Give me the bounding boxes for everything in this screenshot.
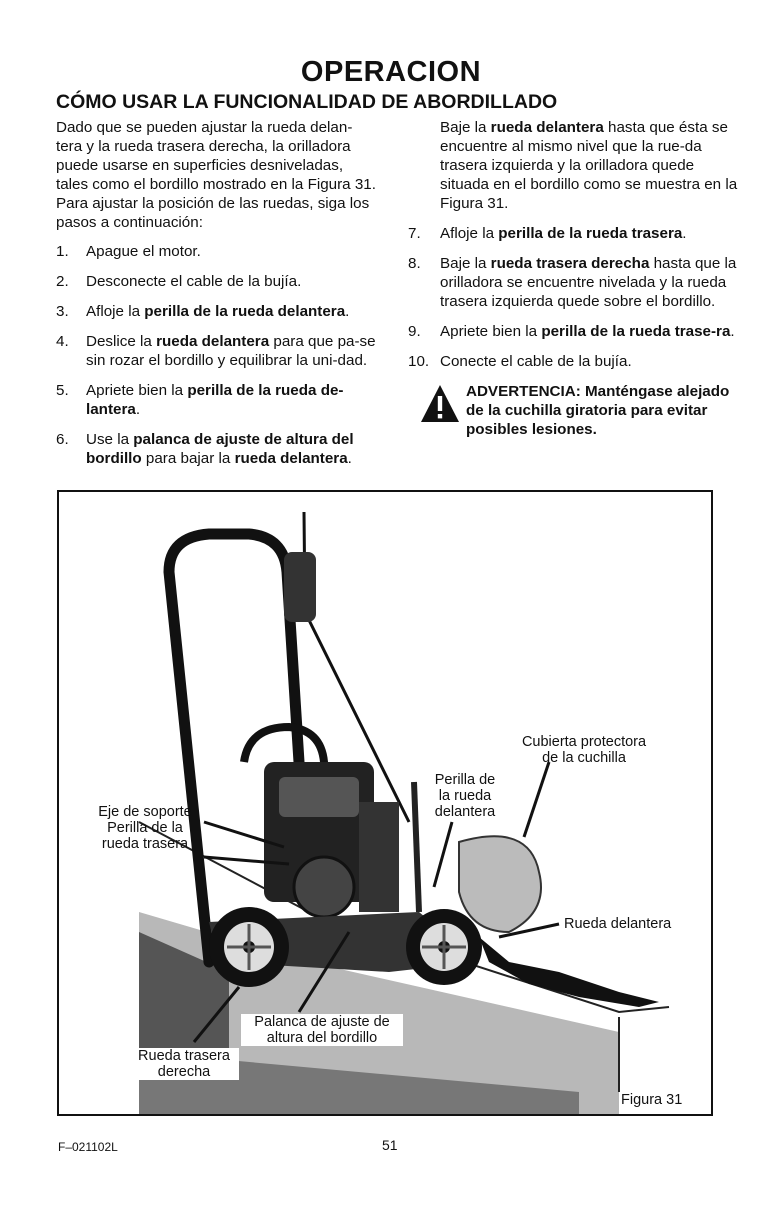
document-code: F–021102L — [58, 1140, 118, 1154]
figure-caption: Figura 31 — [621, 1092, 683, 1108]
warning-text: ADVERTENCIA: Manténgase alejado de la cuchilla giratoria para evitar posibles lesiones. — [466, 383, 730, 438]
label-perilla-trasera: Perilla de la rueda trasera — [101, 820, 189, 852]
label-eje-soporte: Eje de soporte — [98, 804, 192, 820]
step-3: 3. Afloje la perilla de la rueda delantera. — [56, 303, 350, 320]
figure-31 — [57, 490, 713, 1116]
steps-list-left — [56, 242, 376, 468]
handle-grip — [284, 552, 316, 622]
leader-perilla-delantera — [434, 822, 452, 887]
blade-guard — [459, 836, 541, 932]
blade-lever — [414, 782, 419, 912]
page-title: OPERACION — [300, 56, 482, 88]
step-6-continued: Baje la rueda delantera hasta que ésta se encuentre al mismo nivel que la rue-da trasera izquierda y la orilladora quede situada en el bordillo como se muestra en la Figura 31. — [440, 119, 738, 212]
warning-block — [408, 382, 738, 439]
step-1: 1. Apague el motor. — [56, 243, 201, 260]
step-8: 8. Baje la rueda trasera derecha hasta que la orilladora se encuentre nivelada y la rueda trasera izquierda quede sobre el bordillo. — [408, 255, 737, 310]
label-rueda-delantera: Rueda delantera — [564, 916, 672, 932]
engine-top — [279, 777, 359, 817]
right-column — [408, 118, 738, 439]
engine-flywheel — [294, 857, 354, 917]
label-cubierta: Cubierta protectora de la cuchilla — [521, 734, 647, 766]
front-wheel — [406, 909, 482, 985]
step-2: 2. Desconecte el cable de la bujía. — [56, 273, 302, 290]
label-rueda-trasera: Rueda trasera derecha — [129, 1048, 239, 1080]
step-9: 9. Apriete bien la perilla de la rueda trase-ra. — [408, 323, 735, 340]
warning-triangle-icon — [420, 384, 460, 424]
page-number: 51 — [382, 1137, 398, 1153]
section-subtitle: CÓMO USAR LA FUNCIONALIDAD DE ABORDILLADO — [56, 91, 558, 113]
intro-paragraph: Dado que se pueden ajustar la rueda delan-tera y la rueda trasera derecha, la orilladora puede usarse en superficies desniveladas, tales como el bordillo mostrado en la Figura 31. Para ajustar la posición de las ruedas, siga los pasos a continuación: — [56, 119, 376, 231]
left-column — [56, 118, 376, 479]
steps-list-right — [408, 224, 738, 371]
engine-side — [359, 802, 399, 912]
step-5: 5. Apriete bien la perilla de la rueda de-lantera. — [56, 382, 344, 418]
step-6: 6. Use la palanca de ajuste de altura del bordillo para bajar la rueda delantera. — [56, 431, 354, 467]
rear-wheel — [209, 907, 289, 987]
step-10: 10. Conecte el cable de la bujía. — [408, 353, 632, 370]
leader-cubierta — [524, 762, 549, 837]
label-palanca: Palanca de ajuste de altura del bordillo — [241, 1014, 403, 1046]
step-7: 7. Afloje la perilla de la rueda trasera. — [408, 225, 687, 242]
label-perilla-delantera: Perilla de la rueda delantera — [434, 772, 496, 820]
step-4: 4. Deslice la rueda delantera para que pa-se sin rozar el bordillo y equilibrar la uni-dad. — [56, 333, 376, 369]
